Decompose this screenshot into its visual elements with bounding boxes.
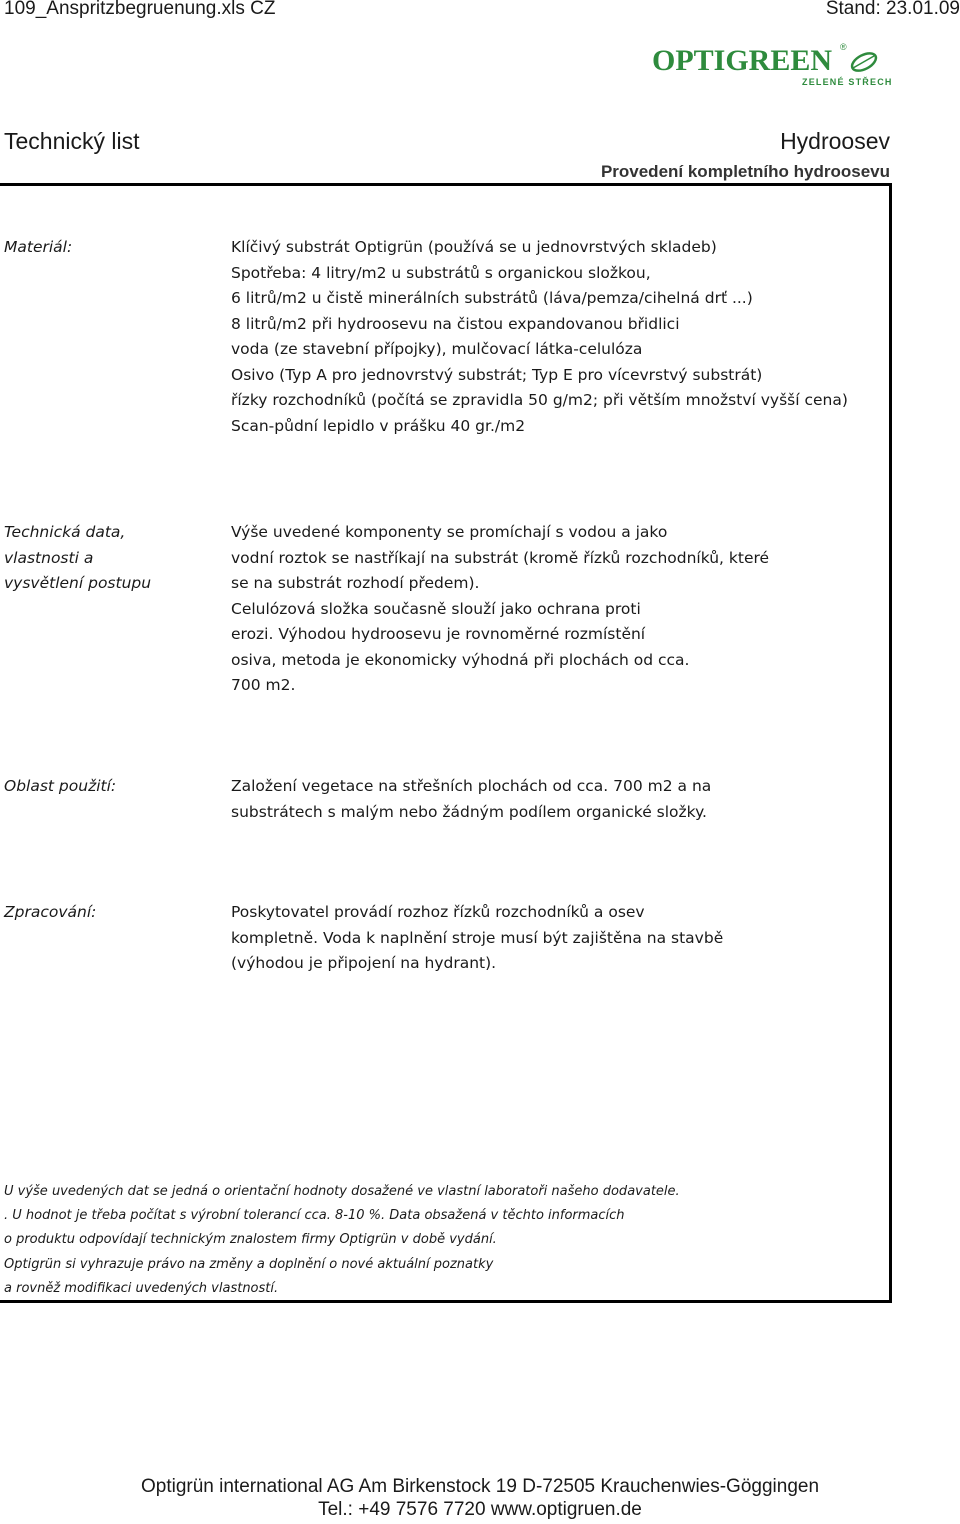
footnote-line: Optigrün si vyhrazuje právo na změny a doplnění o nové aktuální poznatky <box>4 1256 494 1272</box>
material-line: Osivo (Typ A pro jednovrstvý substrát; Typ E pro vícevrstvý substrát) <box>231 365 763 384</box>
file-name: 109_Anspritzbegruenung.xls CZ <box>4 0 276 19</box>
product-title: Hydroosev <box>780 128 890 154</box>
material-label: Materiál: <box>4 238 73 256</box>
usage-line: substrátech s malým nebo žádným podílem organické složky. <box>231 802 707 821</box>
processing-line: Poskytovatel provádí rozhoz řízků rozchodníků a osev <box>231 903 645 921</box>
processing-text <box>231 900 723 977</box>
footnote-line: a rovněž modifikaci uvedených vlastností. <box>4 1280 279 1296</box>
leaf-icon <box>849 50 879 75</box>
product-subtitle: Provedení kompletního hydroosevu <box>600 162 890 181</box>
technical-line: 700 m2. <box>231 676 296 694</box>
company-address: Optigrün international AG Am Birkenstock 19 D-72505 Krauchenwies-Göggingen <box>140 1476 820 1497</box>
usage-text <box>231 774 711 825</box>
technical-line: osiva, metoda je ekonomicky výhodná při plochách od cca. <box>231 650 690 669</box>
logo-graphic <box>652 40 892 90</box>
technical-line: vodní roztok se nastříkají na substrát (kromě řízků rozchodníků, které <box>231 548 770 567</box>
material-line: 8 litrů/m2 při hydroosevu na čistou expandovanou břidlici <box>231 314 680 333</box>
processing-label: Zpracování: <box>4 903 97 921</box>
disclaimer-footnote <box>4 1180 680 1301</box>
technical-text <box>231 520 769 699</box>
technical-label <box>4 520 151 597</box>
processing-line: kompletně. Voda k naplnění stroje musí být zajištěna na stavbě <box>231 928 724 947</box>
footnote-line: o produktu odpovídají technickým znalostem firmy Optigrün v době vydání. <box>4 1232 497 1248</box>
technical-label-line: vysvětlení postupu <box>4 574 152 592</box>
material-line: voda (ze stavební přípojky), mulčovací látka-celulóza <box>231 340 643 358</box>
technical-line: Výše uvedené komponenty se promíchají s vodou a jako <box>231 523 668 541</box>
processing-line: (výhodou je připojení na hydrant). <box>231 954 497 972</box>
technical-label-line: Technická data, <box>4 523 126 541</box>
stand-date: Stand: 23.01.09 <box>825 0 960 19</box>
technical-line: se na substrát rozhodí předem). <box>231 574 480 592</box>
logo-brand: OPTIGREEN <box>652 44 833 77</box>
optigreen-logo <box>652 40 892 90</box>
material-line: Spotřeba: 4 litry/m2 u substrátů s organickou složkou, <box>231 263 651 282</box>
footnote-line: U výše uvedených dat se jedná o orientační hodnoty dosažené ve vlastní laboratoři našeho dodavatele. <box>4 1184 680 1199</box>
technical-line: Celulózová složka současně slouží jako ochrana proti <box>231 599 641 618</box>
document-type-title: Technický list <box>4 128 140 154</box>
material-line: Scan-půdní lepidlo v prášku 40 gr./m2 <box>231 416 526 435</box>
material-text <box>231 235 848 439</box>
technical-line: erozi. Výhodou hydroosevu je rovnoměrné rozmístění <box>231 625 646 643</box>
logo-registered: ® <box>840 42 847 52</box>
material-line: 6 litrů/m2 u čistě minerálních substrátů (láva/pemza/cihelná drť ...) <box>231 289 753 307</box>
usage-label: Oblast použití: <box>4 777 117 795</box>
usage-line: Založení vegetace na střešních plochách od cca. 700 m2 a na <box>231 777 712 795</box>
footnote-line: . U hodnot je třeba počítat s výrobní tolerancí cca. 8-10 %. Data obsažená v těchto informacích <box>4 1208 625 1224</box>
company-contact: Tel.: +49 7576 7720 www.optigruen.de <box>318 1499 642 1520</box>
technical-label-line: vlastnosti a <box>4 548 94 567</box>
logo-tagline: ZELENÉ STŘECHY <box>802 77 892 87</box>
material-line: řízky rozchodníků (počítá se zpravidla 50 g/m2; při větším množství vyšší cena) <box>231 391 848 409</box>
material-line: Klíčivý substrát Optigrün (používá se u jednovrstvých skladeb) <box>231 238 717 256</box>
